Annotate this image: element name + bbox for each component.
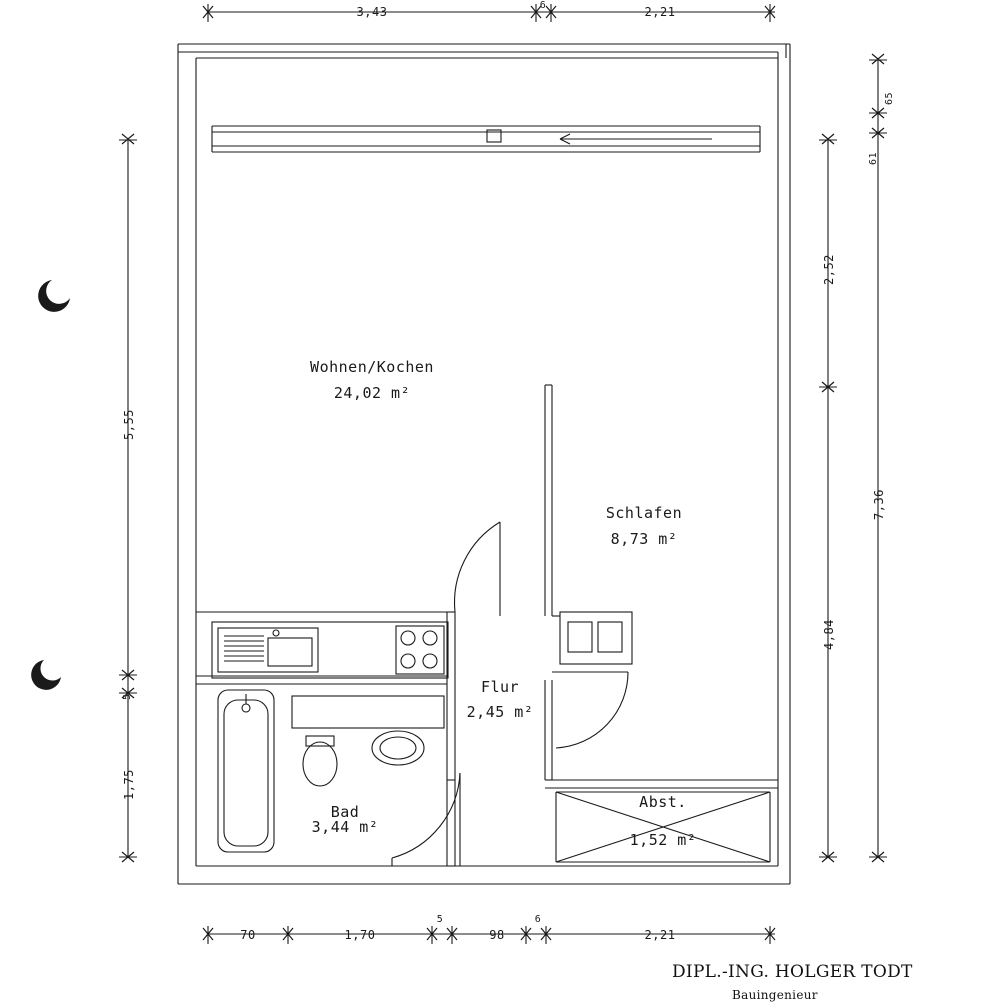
room-label-bad: Bad	[330, 803, 360, 821]
dimension-bottom-4: 98	[489, 928, 505, 942]
room-label-abst: Abst.	[639, 793, 687, 811]
dimension-top-3: 2,21	[644, 5, 676, 19]
dimension-left-1: 5,55	[122, 409, 136, 440]
room-label-schlafen: Schlafen	[605, 504, 683, 522]
dimension-bottom-1: 70	[240, 928, 256, 942]
room-area-flur: 2,45 m²	[466, 703, 534, 721]
dimension-left-3: 1,75	[122, 769, 136, 800]
room-area-abst: 1,52 m²	[629, 831, 697, 849]
dimension-bottom-6: 2,21	[644, 928, 676, 942]
dimension-top-1: 3,43	[356, 5, 388, 19]
signature-name: DIPL.-ING. HOLGER TODT	[672, 962, 913, 982]
room-label-wohnen-kochen: Wohnen/Kochen	[310, 358, 434, 376]
room-label-flur: Flur	[480, 678, 520, 696]
dimension-bottom-3: 5	[436, 914, 444, 925]
dimension-bottom-2: 1,70	[344, 928, 376, 942]
dimension-right-65: 65	[884, 91, 895, 105]
dimension-right-61: 61	[868, 151, 879, 165]
dimension-top-2: 6	[539, 0, 547, 11]
signature-title: Bauingenieur	[732, 988, 818, 1002]
dimension-bottom-5: 6	[534, 914, 542, 925]
dimension-left-2: 5	[122, 693, 133, 700]
dimension-right-252: 2,52	[822, 254, 836, 285]
dimension-right-484: 4,84	[822, 619, 836, 650]
room-area-wohnen-kochen: 24,02 m²	[333, 384, 411, 402]
dimension-right-736: 7,36	[872, 489, 886, 520]
room-area-schlafen: 8,73 m²	[610, 530, 678, 548]
room-area-bad: 3,44 m²	[311, 818, 379, 836]
